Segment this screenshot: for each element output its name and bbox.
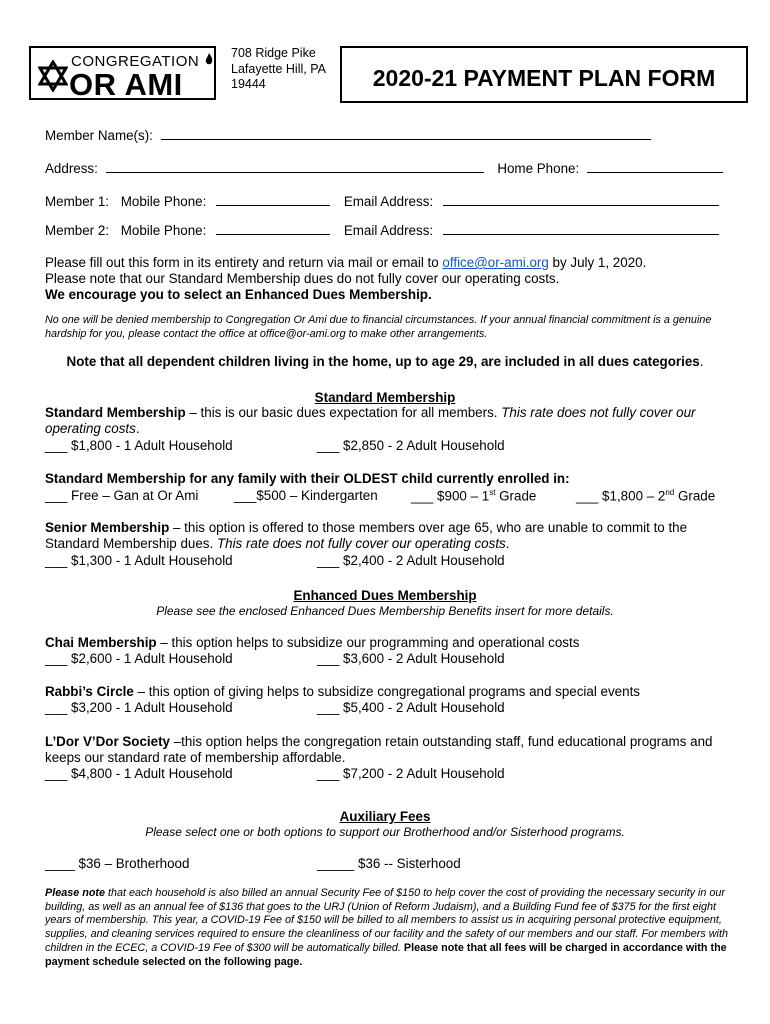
child-opt4[interactable]: ___ $1,800 – 2nd Grade — [576, 488, 716, 504]
address-label: Address: — [45, 161, 98, 176]
hardship-note: No one will be denied membership to Congregation Or Ami due to financial circumstances. If your annual financial commitment is a genuine hardship for you, please contact the office at office@or-ami.org to make other arrangements. — [45, 314, 712, 340]
brotherhood-opt[interactable]: ____ $36 – Brotherhood — [45, 856, 190, 871]
congregation-logo — [29, 46, 216, 100]
standard-desc: Standard Membership – this is our basic dues expectation for all members. This rate does not fully cover our operating costs. — [45, 405, 696, 436]
standard-heading: Standard Membership — [314, 390, 456, 405]
senior-desc: Senior Membership – this option is offered to those members over age 65, who are unable to commit to the Standard Membership dues. This rate does not fully cover our operating costs. — [45, 520, 688, 551]
auxiliary-subheading: Please select one or both options to support our Brotherhood and/or Sisterhood programs. — [145, 825, 625, 839]
enhanced-heading: Enhanced Dues Membership — [293, 588, 477, 603]
fees-note: Please note that each household is also billed an annual Security Fee of $150 to help cover the cost of providing the necessary security in our building, as well as an annual fee of $136 that goes to the URJ (Union of Reform Judaism), and a Building Fund fee of $375 for the first eight years of membership. This year, a COVID-19 Fee of $150 will be billed to all members to assist us in acquiring personal protective equipment, supplies, and cleaning services required to ensure the cleanliness of our facility and the safety of our members and our staff. For members with children in the ECEC, a COVID-19 Fee of $300 will be automatically billed. Please note that all fees will be charged in accordance with the payment schedule selected on the following page. — [45, 887, 728, 968]
member1-mobile-label: Mobile Phone: — [120, 194, 207, 209]
child-opt1[interactable]: ___ Free – Gan at Or Ami — [45, 488, 199, 503]
home-phone-label: Home Phone: — [497, 161, 580, 176]
standard-opt1[interactable]: ___ $1,800 - 1 Adult Household — [45, 438, 233, 453]
rabbi-opt2[interactable]: ___ $5,400 - 2 Adult Household — [317, 700, 505, 715]
senior-opt1[interactable]: ___ $1,300 - 1 Adult Household — [45, 553, 233, 568]
ldor-desc: L’Dor V’Dor Society –this option helps the congregation retain outstanding staff, fund educational programs and keeps our standard rate of membership affordable. — [45, 734, 713, 765]
enhanced-subheading: Please see the enclosed Enhanced Dues Membership Benefits insert for more details. — [156, 604, 614, 618]
ldor-opt1[interactable]: ___ $4,800 - 1 Adult Household — [45, 766, 233, 781]
member1-mobile-input[interactable] — [216, 193, 330, 206]
logo-congregation-text: CONGREGATION — [71, 53, 200, 70]
chai-opt1[interactable]: ___ $2,600 - 1 Adult Household — [45, 651, 233, 666]
address-input[interactable] — [106, 160, 484, 173]
chai-opt2[interactable]: ___ $3,600 - 2 Adult Household — [317, 651, 505, 666]
star-of-david-icon — [38, 60, 68, 92]
form-title: 2020-21 PAYMENT PLAN FORM — [340, 46, 748, 103]
member1-row — [45, 193, 719, 209]
logo-or-ami-text: OR AMI — [69, 67, 183, 102]
child-opt2[interactable]: ___$500 – Kindergarten — [234, 488, 378, 503]
chai-desc: Chai Membership – this option helps to subsidize our programming and operational costs — [45, 635, 580, 650]
sisterhood-opt[interactable]: _____ $36 -- Sisterhood — [317, 856, 461, 871]
senior-opt2[interactable]: ___ $2,400 - 2 Adult Household — [317, 553, 505, 568]
member2-mobile-input[interactable] — [216, 222, 330, 235]
member-names-label: Member Name(s): — [45, 128, 153, 143]
member1-email-input[interactable] — [443, 193, 719, 206]
member2-email-input[interactable] — [443, 222, 719, 235]
member1-email-label: Email Address: — [343, 194, 434, 209]
home-phone-input[interactable] — [587, 160, 723, 173]
office-email-link[interactable]: office@or-ami.org — [442, 255, 549, 270]
intro-text: Please fill out this form in its entirety and return via mail or email to office@or-ami.org by July 1, 2020. Please note that our Standard Membership dues do not fully cover our operating costs. We encourage you to select an Enhanced Dues Membership. — [45, 255, 735, 303]
flame-icon — [205, 53, 213, 67]
encourage-enhanced: We encourage you to select an Enhanced Dues Membership. — [45, 287, 432, 302]
member-names-row — [45, 127, 651, 143]
standard-opt2[interactable]: ___ $2,850 - 2 Adult Household — [317, 438, 505, 453]
ldor-opt2[interactable]: ___ $7,200 - 2 Adult Household — [317, 766, 505, 781]
member-names-input[interactable] — [161, 127, 651, 140]
child-enrolled-heading: Standard Membership for any family with their OLDEST child currently enrolled in: — [45, 471, 570, 486]
mailing-address: 708 Ridge Pike Lafayette Hill, PA 19444 — [231, 46, 326, 91]
children-note: Note that all dependent children living in the home, up to age 29, are included in all dues categories. — [66, 354, 704, 369]
member1-label: Member 1: — [45, 194, 109, 209]
rabbi-desc: Rabbi’s Circle – this option of giving helps to subsidize congregational programs and special events — [45, 684, 640, 699]
auxiliary-heading: Auxiliary Fees — [339, 809, 431, 824]
member2-email-label: Email Address: — [343, 223, 434, 238]
member2-row — [45, 222, 719, 238]
child-opt3[interactable]: ___ $900 – 1st Grade — [411, 488, 537, 504]
member2-label: Member 2: — [45, 223, 109, 238]
rabbi-opt1[interactable]: ___ $3,200 - 1 Adult Household — [45, 700, 233, 715]
address-row — [45, 160, 723, 176]
member2-mobile-label: Mobile Phone: — [120, 223, 207, 238]
